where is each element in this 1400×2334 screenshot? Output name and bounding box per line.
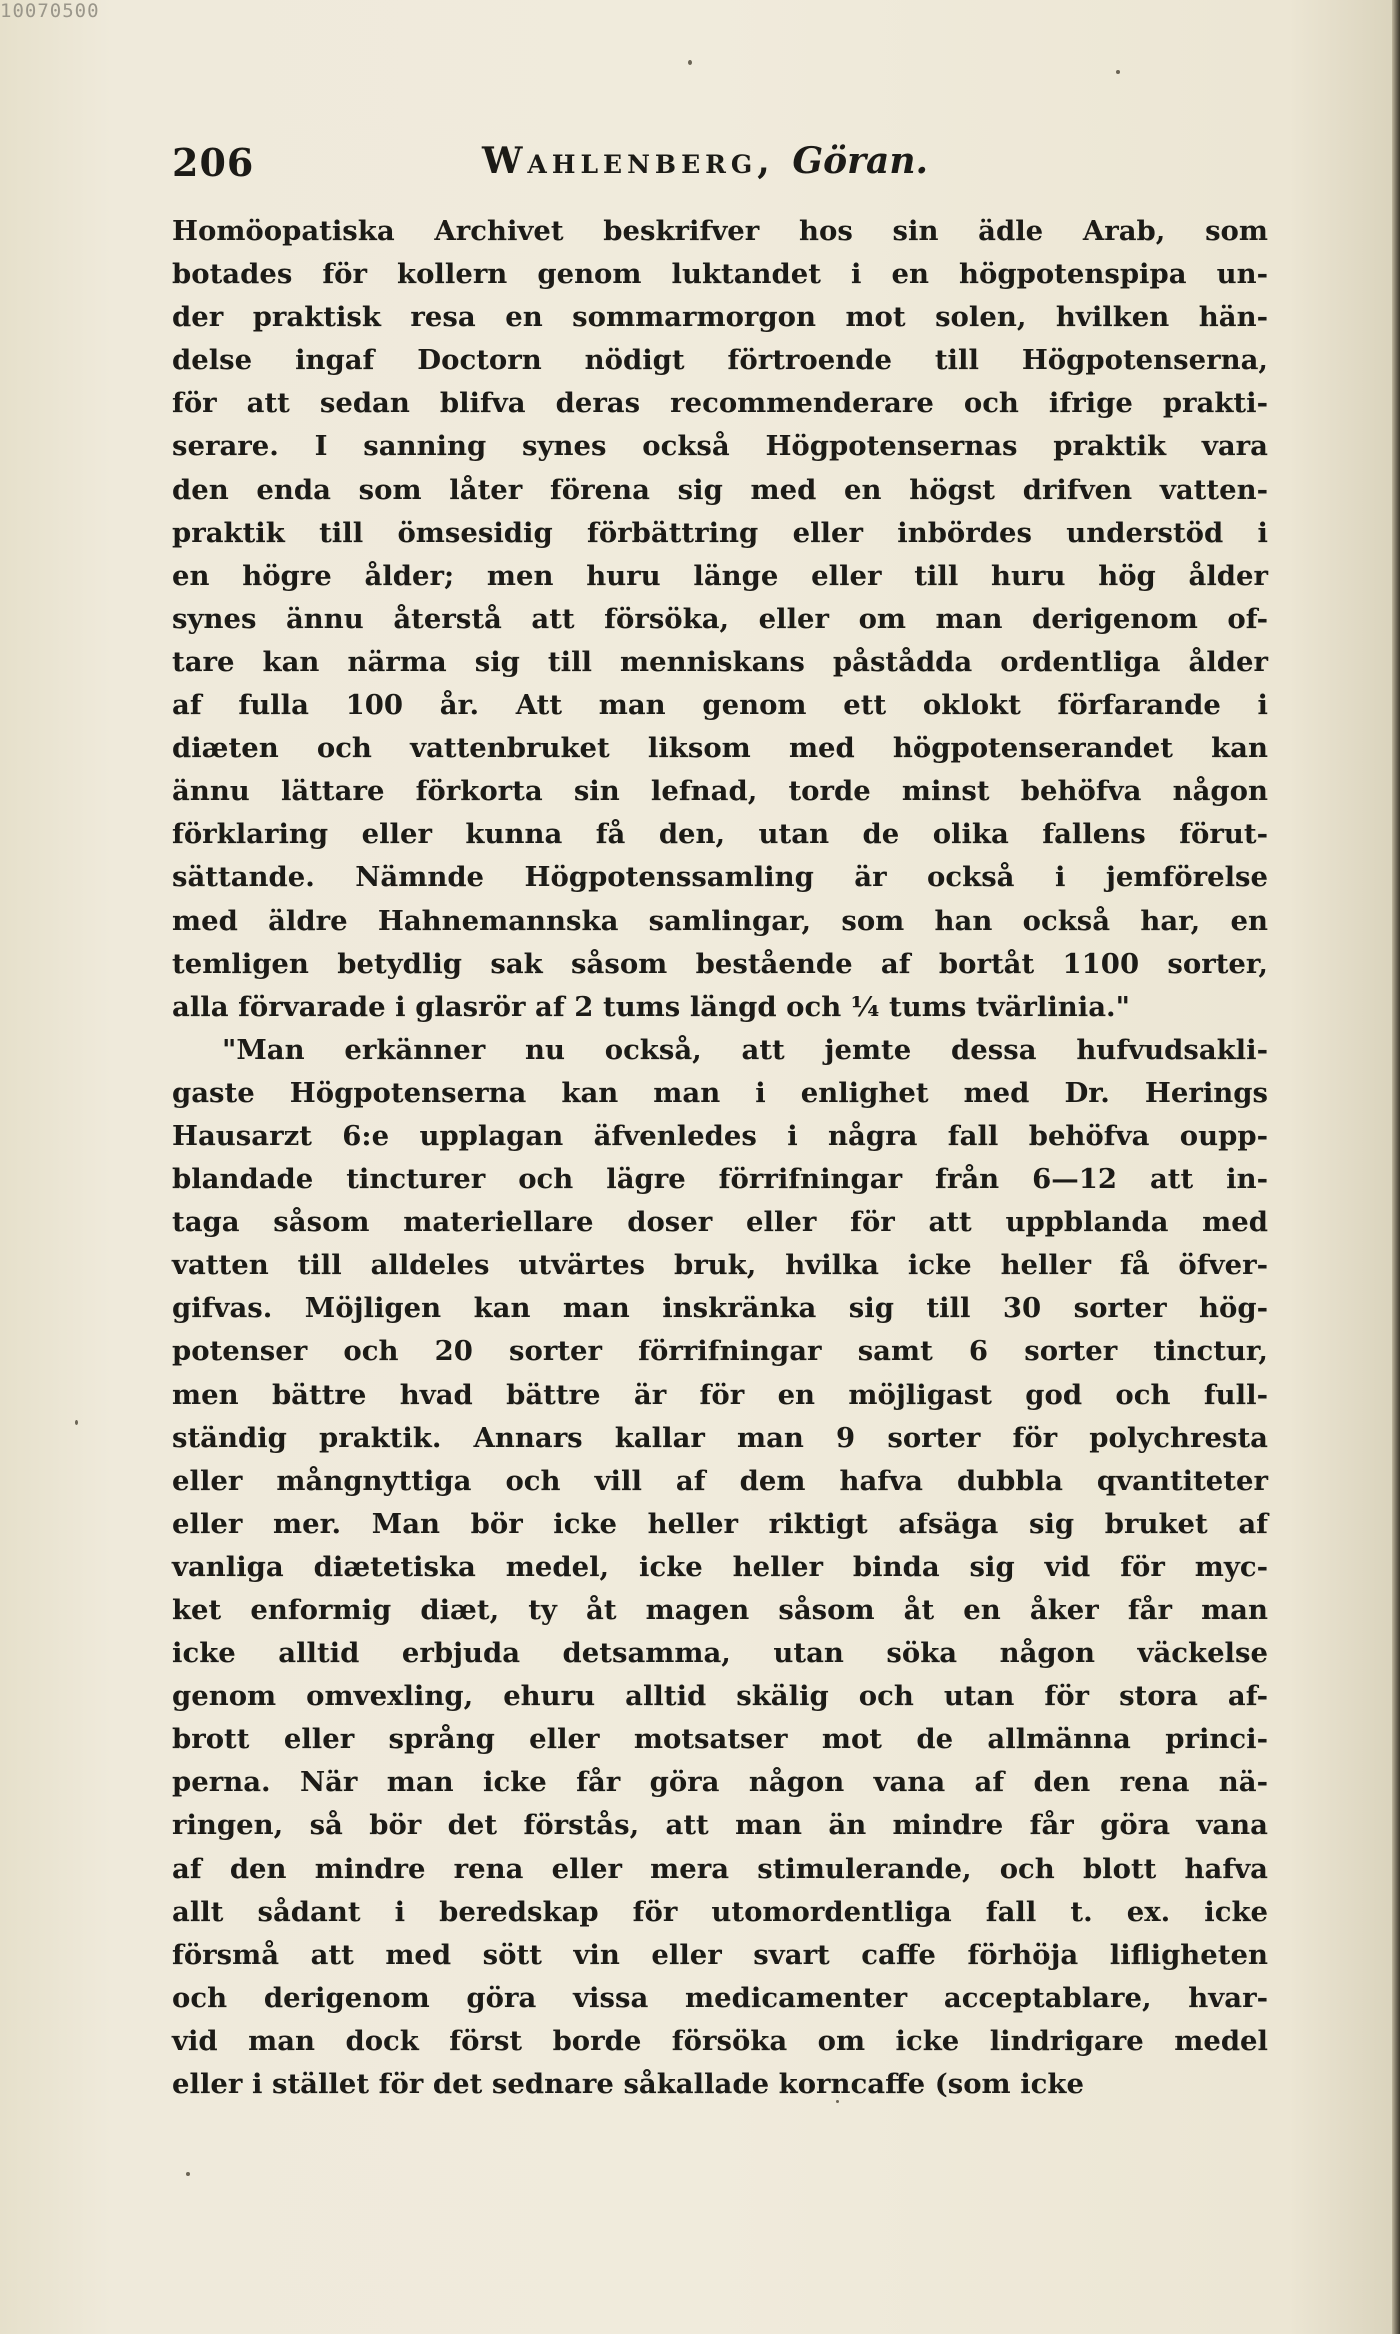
text-line: vid man dock först borde försöka om icke lindrigare medel: [172, 2024, 1268, 2057]
text-line: förklaring eller kunna få den, utan de olika fallens förut-: [172, 818, 1268, 851]
running-title-author: Wahlenberg,: [482, 140, 775, 182]
text-line: försmå att med sött vin eller svart caffe förhöja lifligheten: [172, 1938, 1268, 1971]
text-line: gaste Högpotenserna kan man i enlighet med Dr. Herings: [172, 1076, 1268, 1109]
text-line: men bättre hvad bättre är för en möjligast god och full-: [172, 1378, 1268, 1411]
running-head: [172, 140, 1302, 192]
text-line: blandade tincturer och lägre förrifningar från 6—12 att in-: [172, 1163, 1268, 1196]
text-line: synes ännu återstå att försöka, eller om man derigenom of-: [172, 602, 1268, 635]
text-line: ringen, så bör det förstås, att man än mindre får göra vana: [172, 1809, 1268, 1842]
text-line: ständig praktik. Annars kallar man 9 sorter för polychresta: [172, 1421, 1268, 1454]
text-line: gifvas. Möjligen kan man inskränka sig till 30 sorter hög-: [172, 1292, 1268, 1325]
text-line: den enda som låter förena sig med en högst drifven vatten-: [172, 473, 1268, 506]
paper-speck: [836, 2100, 839, 2103]
text-line: brott eller språng eller motsatser mot de allmänna princi-: [172, 1723, 1268, 1756]
text-line: ket enformig diæt, ty åt magen såsom åt en åker får man: [172, 1594, 1268, 1626]
text-line: Homöopatiska Archivet beskrifver hos sin ädle Arab, som: [172, 215, 1268, 247]
text-line: tare kan närma sig till menniskans påstådda ordentliga ålder: [172, 645, 1268, 678]
text-line: eller mer. Man bör icke heller riktigt afsäga sig bruket af: [172, 1507, 1268, 1540]
text-line: en högre ålder; men huru länge eller till huru hög ålder: [172, 559, 1268, 592]
page-number: 206: [172, 140, 255, 185]
text-line: vanliga diætetiska medel, icke heller binda sig vid för myc-: [172, 1550, 1268, 1583]
text-line: serare. I sanning synes också Högpotensernas praktik vara: [172, 430, 1268, 463]
text-line: delse ingaf Doctorn nödigt förtroende till Högpotenserna,: [172, 344, 1268, 377]
text-line: Hausarzt 6:e upplagan äfvenledes i några fall behöfva oupp-: [172, 1119, 1268, 1152]
text-line: diæten och vattenbruket liksom med högpotenserandet kan: [172, 732, 1268, 765]
text-line: temligen betydlig sak såsom bestående af bortåt 1100 sorter,: [172, 947, 1268, 980]
running-title-given-name: Göran.: [792, 140, 929, 182]
text-line: eller mångnyttiga och vill af dem hafva dubbla qvantiteter: [172, 1464, 1268, 1497]
paper-speck: [688, 60, 692, 65]
text-line: och derigenom göra vissa medicamenter acceptablare, hvar-: [172, 1981, 1268, 2014]
page-edge-shadow: [1392, 0, 1400, 2334]
text-line: med äldre Hahnemannska samlingar, som han också har, en: [172, 904, 1268, 937]
text-line: eller i stället för det sednare såkallade korncaffe (som icke: [172, 2068, 1084, 2101]
text-line: af den mindre rena eller mera stimulerande, och blott hafva: [172, 1852, 1268, 1885]
text-line: allt sådant i beredskap för utomordentliga fall t. ex. icke: [172, 1895, 1268, 1928]
text-line: för att sedan blifva deras recommenderare och ifrige prakti-: [172, 387, 1268, 420]
paper-speck: [1116, 70, 1120, 74]
text-line: perna. När man icke får göra någon vana af den rena nä-: [172, 1766, 1268, 1799]
paper-speck: [75, 1420, 78, 1425]
text-line: taga såsom materiellare doser eller för att uppblanda med: [172, 1206, 1268, 1239]
text-line: botades för kollern genom luktandet i en högpotenspipa un-: [172, 258, 1268, 291]
text-line: genom omvexling, ehuru alltid skälig och utan för stora af-: [172, 1680, 1268, 1713]
text-line: sättande. Nämnde Högpotenssamling är också i jemförelse: [172, 861, 1268, 894]
text-line: potenser och 20 sorter förrifningar samt 6 sorter tinctur,: [172, 1335, 1268, 1368]
text-line: der praktisk resa en sommarmorgon mot solen, hvilken hän-: [172, 301, 1268, 334]
body-text: [172, 210, 1268, 2106]
text-line: praktik till ömsesidig förbättring eller inbördes understöd i: [172, 516, 1268, 549]
scan-id: 10070500: [0, 0, 100, 22]
text-line: icke alltid erbjuda detsamma, utan söka någon väckelse: [172, 1637, 1268, 1670]
text-line: ännu lättare förkorta sin lefnad, torde minst behöfva någon: [172, 775, 1268, 808]
text-line: "Man erkänner nu också, att jemte dessa hufvudsakli-: [222, 1033, 1268, 1066]
text-line: af fulla 100 år. Att man genom ett oklokt förfarande i: [172, 689, 1268, 722]
text-line: vatten till alldeles utvärtes bruk, hvilka icke heller få öfver-: [172, 1249, 1268, 1282]
text-line: alla förvarade i glasrör af 2 tums längd och ¼ tums tvärlinia.": [172, 990, 1130, 1023]
paper-speck: [186, 2172, 190, 2176]
running-title: [482, 140, 928, 182]
